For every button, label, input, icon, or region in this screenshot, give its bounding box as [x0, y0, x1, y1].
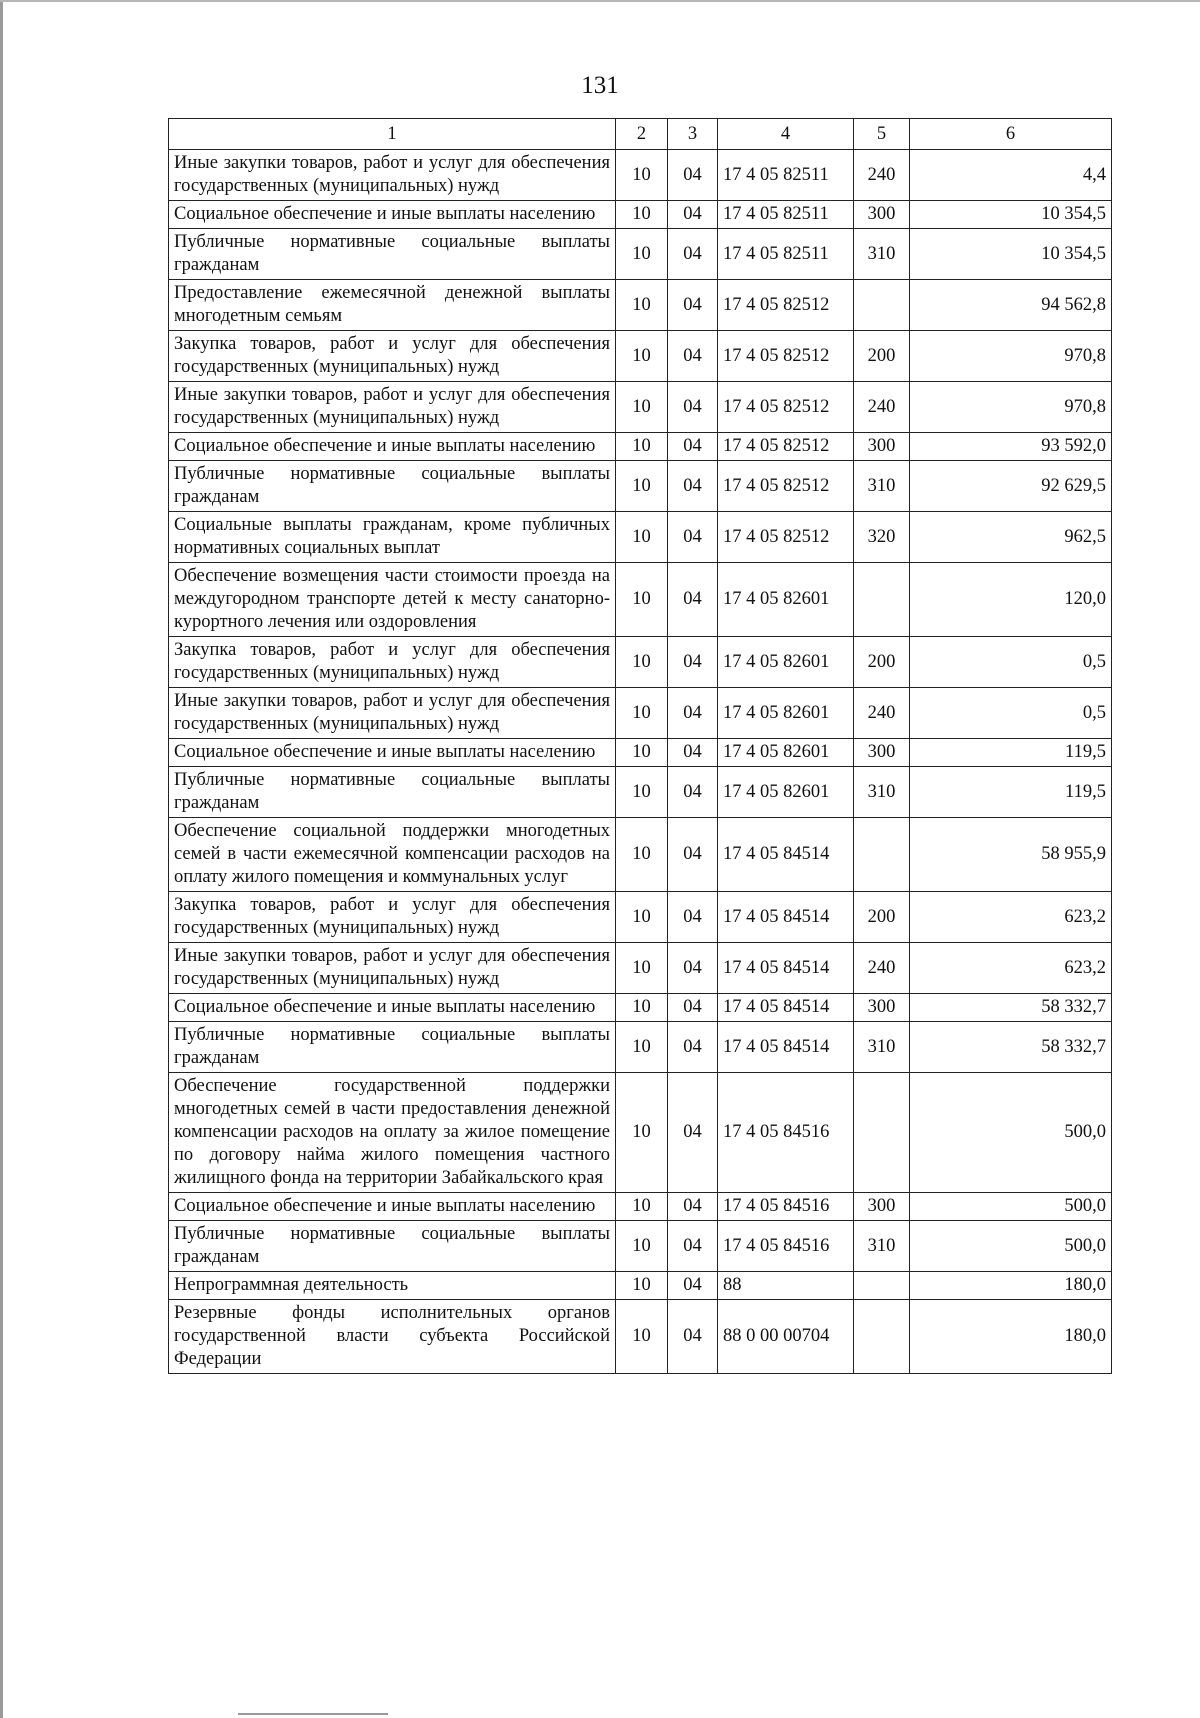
cell-subsection: 04 — [668, 512, 718, 563]
cell-name: Социальное обеспечение и иные выплаты населению — [169, 994, 616, 1022]
cell-section: 10 — [616, 563, 668, 637]
cell-amount: 500,0 — [910, 1193, 1112, 1221]
cell-amount: 623,2 — [910, 892, 1112, 943]
cell-target-code: 17 4 05 82511 — [718, 150, 854, 201]
cell-subsection: 04 — [668, 150, 718, 201]
cell-expense-type: 240 — [854, 382, 910, 433]
cell-subsection: 04 — [668, 1073, 718, 1193]
cell-expense-type: 310 — [854, 767, 910, 818]
cell-name: Публичные нормативные социальные выплаты гражданам — [169, 767, 616, 818]
cell-name: Публичные нормативные социальные выплаты гражданам — [169, 1022, 616, 1073]
cell-target-code: 17 4 05 84514 — [718, 943, 854, 994]
cell-expense-type — [854, 280, 910, 331]
cell-expense-type — [854, 818, 910, 892]
table-row — [169, 280, 1112, 331]
page-border-top — [0, 0, 1200, 2]
cell-subsection: 04 — [668, 739, 718, 767]
cell-expense-type: 200 — [854, 637, 910, 688]
page-border-left — [0, 0, 3, 1718]
table-row — [169, 512, 1112, 563]
cell-subsection: 04 — [668, 229, 718, 280]
cell-amount: 970,8 — [910, 382, 1112, 433]
cell-expense-type: 200 — [854, 331, 910, 382]
cell-section: 10 — [616, 739, 668, 767]
table-row — [169, 637, 1112, 688]
cell-subsection: 04 — [668, 637, 718, 688]
table-row — [169, 563, 1112, 637]
cell-section: 10 — [616, 512, 668, 563]
cell-amount: 93 592,0 — [910, 433, 1112, 461]
cell-amount: 180,0 — [910, 1272, 1112, 1300]
table-row — [169, 688, 1112, 739]
cell-name: Обеспечение возмещения части стоимости проезда на междугородном транспорте детей к месту санаторно-курортного лечения или оздоровления — [169, 563, 616, 637]
table-row — [169, 1300, 1112, 1374]
cell-target-code: 17 4 05 82512 — [718, 280, 854, 331]
scan-mark — [238, 1713, 388, 1715]
column-header-expense-type: 5 — [854, 119, 910, 150]
cell-section: 10 — [616, 767, 668, 818]
cell-subsection: 04 — [668, 943, 718, 994]
cell-amount: 58 332,7 — [910, 1022, 1112, 1073]
cell-amount: 120,0 — [910, 563, 1112, 637]
cell-name: Обеспечение социальной поддержки многодетных семей в части ежемесячной компенсации расходов на оплату жилого помещения и коммунальных услуг — [169, 818, 616, 892]
cell-target-code: 17 4 05 82601 — [718, 767, 854, 818]
cell-target-code: 88 — [718, 1272, 854, 1300]
cell-section: 10 — [616, 1272, 668, 1300]
table-row — [169, 382, 1112, 433]
cell-name: Закупка товаров, работ и услуг для обеспечения государственных (муниципальных) нужд — [169, 892, 616, 943]
cell-section: 10 — [616, 1300, 668, 1374]
cell-name: Закупка товаров, работ и услуг для обеспечения государственных (муниципальных) нужд — [169, 331, 616, 382]
cell-expense-type: 310 — [854, 1221, 910, 1272]
table-row — [169, 892, 1112, 943]
cell-name: Социальное обеспечение и иные выплаты населению — [169, 433, 616, 461]
cell-amount: 0,5 — [910, 637, 1112, 688]
cell-target-code: 17 4 05 84516 — [718, 1221, 854, 1272]
table-row — [169, 433, 1112, 461]
cell-subsection: 04 — [668, 1193, 718, 1221]
cell-section: 10 — [616, 943, 668, 994]
cell-amount: 10 354,5 — [910, 201, 1112, 229]
table-body — [169, 150, 1112, 1374]
column-header-amount: 6 — [910, 119, 1112, 150]
table-row — [169, 767, 1112, 818]
cell-subsection: 04 — [668, 994, 718, 1022]
cell-target-code: 17 4 05 82601 — [718, 739, 854, 767]
cell-subsection: 04 — [668, 563, 718, 637]
column-header-subsection: 3 — [668, 119, 718, 150]
cell-amount: 500,0 — [910, 1073, 1112, 1193]
cell-name: Публичные нормативные социальные выплаты гражданам — [169, 229, 616, 280]
cell-subsection: 04 — [668, 1272, 718, 1300]
cell-amount: 92 629,5 — [910, 461, 1112, 512]
cell-expense-type: 240 — [854, 150, 910, 201]
cell-target-code: 88 0 00 00704 — [718, 1300, 854, 1374]
cell-expense-type — [854, 563, 910, 637]
cell-expense-type: 310 — [854, 229, 910, 280]
cell-name: Социальное обеспечение и иные выплаты населению — [169, 739, 616, 767]
cell-subsection: 04 — [668, 461, 718, 512]
table-header-row — [169, 119, 1112, 150]
table-row — [169, 1221, 1112, 1272]
cell-target-code: 17 4 05 84514 — [718, 1022, 854, 1073]
budget-table — [168, 118, 1112, 1374]
table-row — [169, 1022, 1112, 1073]
table-row — [169, 150, 1112, 201]
cell-target-code: 17 4 05 82512 — [718, 382, 854, 433]
cell-subsection: 04 — [668, 201, 718, 229]
cell-amount: 970,8 — [910, 331, 1112, 382]
cell-expense-type — [854, 1272, 910, 1300]
cell-subsection: 04 — [668, 1300, 718, 1374]
cell-expense-type: 300 — [854, 201, 910, 229]
cell-expense-type: 310 — [854, 1022, 910, 1073]
cell-amount: 180,0 — [910, 1300, 1112, 1374]
cell-subsection: 04 — [668, 280, 718, 331]
cell-amount: 119,5 — [910, 739, 1112, 767]
cell-expense-type: 300 — [854, 739, 910, 767]
cell-section: 10 — [616, 994, 668, 1022]
cell-expense-type: 240 — [854, 943, 910, 994]
table-row — [169, 1073, 1112, 1193]
cell-name: Предоставление ежемесячной денежной выплаты многодетным семьям — [169, 280, 616, 331]
table-row — [169, 994, 1112, 1022]
cell-amount: 500,0 — [910, 1221, 1112, 1272]
cell-subsection: 04 — [668, 818, 718, 892]
cell-section: 10 — [616, 1073, 668, 1193]
column-header-section: 2 — [616, 119, 668, 150]
cell-name: Иные закупки товаров, работ и услуг для обеспечения государственных (муниципальных) нужд — [169, 688, 616, 739]
cell-amount: 10 354,5 — [910, 229, 1112, 280]
cell-amount: 94 562,8 — [910, 280, 1112, 331]
cell-expense-type: 200 — [854, 892, 910, 943]
cell-section: 10 — [616, 818, 668, 892]
cell-amount: 0,5 — [910, 688, 1112, 739]
table-row — [169, 739, 1112, 767]
cell-section: 10 — [616, 433, 668, 461]
cell-name: Иные закупки товаров, работ и услуг для обеспечения государственных (муниципальных) нужд — [169, 150, 616, 201]
page-number: 131 — [581, 72, 619, 99]
table-row — [169, 1272, 1112, 1300]
cell-section: 10 — [616, 892, 668, 943]
cell-expense-type: 240 — [854, 688, 910, 739]
table-row — [169, 461, 1112, 512]
cell-target-code: 17 4 05 84516 — [718, 1073, 854, 1193]
cell-amount: 119,5 — [910, 767, 1112, 818]
cell-subsection: 04 — [668, 382, 718, 433]
cell-expense-type — [854, 1073, 910, 1193]
cell-amount: 962,5 — [910, 512, 1112, 563]
cell-target-code: 17 4 05 82512 — [718, 461, 854, 512]
cell-section: 10 — [616, 382, 668, 433]
cell-amount: 58 332,7 — [910, 994, 1112, 1022]
table-row — [169, 229, 1112, 280]
cell-section: 10 — [616, 637, 668, 688]
cell-subsection: 04 — [668, 688, 718, 739]
cell-target-code: 17 4 05 82512 — [718, 331, 854, 382]
cell-target-code: 17 4 05 84514 — [718, 818, 854, 892]
cell-target-code: 17 4 05 82512 — [718, 433, 854, 461]
cell-section: 10 — [616, 229, 668, 280]
cell-name: Обеспечение государственной поддержки многодетных семей в части предоставления денежной компенсации расходов на оплату за жилое помещение по договору найма жилого помещения частного жилищного фонда на территории Забайкальского края — [169, 1073, 616, 1193]
cell-section: 10 — [616, 150, 668, 201]
cell-target-code: 17 4 05 82511 — [718, 201, 854, 229]
cell-expense-type: 300 — [854, 1193, 910, 1221]
cell-target-code: 17 4 05 82512 — [718, 512, 854, 563]
cell-target-code: 17 4 05 82601 — [718, 688, 854, 739]
cell-target-code: 17 4 05 84516 — [718, 1193, 854, 1221]
cell-name: Резервные фонды исполнительных органов государственной власти субъекта Российской Федерации — [169, 1300, 616, 1374]
cell-target-code: 17 4 05 84514 — [718, 994, 854, 1022]
cell-section: 10 — [616, 688, 668, 739]
cell-section: 10 — [616, 1221, 668, 1272]
cell-section: 10 — [616, 1022, 668, 1073]
cell-name: Непрограммная деятельность — [169, 1272, 616, 1300]
cell-target-code: 17 4 05 82601 — [718, 637, 854, 688]
cell-name: Социальное обеспечение и иные выплаты населению — [169, 1193, 616, 1221]
column-header-name: 1 — [169, 119, 616, 150]
cell-name: Иные закупки товаров, работ и услуг для обеспечения государственных (муниципальных) нужд — [169, 943, 616, 994]
cell-subsection: 04 — [668, 767, 718, 818]
cell-subsection: 04 — [668, 331, 718, 382]
cell-section: 10 — [616, 201, 668, 229]
cell-amount: 623,2 — [910, 943, 1112, 994]
cell-amount: 4,4 — [910, 150, 1112, 201]
cell-target-code: 17 4 05 82601 — [718, 563, 854, 637]
cell-subsection: 04 — [668, 1022, 718, 1073]
table-row — [169, 331, 1112, 382]
cell-expense-type: 320 — [854, 512, 910, 563]
cell-subsection: 04 — [668, 1221, 718, 1272]
cell-name: Социальные выплаты гражданам, кроме публичных нормативных социальных выплат — [169, 512, 616, 563]
table-row — [169, 818, 1112, 892]
cell-section: 10 — [616, 280, 668, 331]
cell-expense-type — [854, 1300, 910, 1374]
table-row — [169, 943, 1112, 994]
cell-amount: 58 955,9 — [910, 818, 1112, 892]
cell-section: 10 — [616, 461, 668, 512]
cell-expense-type: 310 — [854, 461, 910, 512]
cell-subsection: 04 — [668, 892, 718, 943]
cell-name: Публичные нормативные социальные выплаты гражданам — [169, 1221, 616, 1272]
cell-target-code: 17 4 05 84514 — [718, 892, 854, 943]
cell-name: Иные закупки товаров, работ и услуг для обеспечения государственных (муниципальных) нужд — [169, 382, 616, 433]
cell-subsection: 04 — [668, 433, 718, 461]
cell-expense-type: 300 — [854, 433, 910, 461]
table-row — [169, 201, 1112, 229]
cell-name: Социальное обеспечение и иные выплаты населению — [169, 201, 616, 229]
table-row — [169, 1193, 1112, 1221]
cell-name: Публичные нормативные социальные выплаты гражданам — [169, 461, 616, 512]
cell-section: 10 — [616, 1193, 668, 1221]
cell-target-code: 17 4 05 82511 — [718, 229, 854, 280]
cell-name: Закупка товаров, работ и услуг для обеспечения государственных (муниципальных) нужд — [169, 637, 616, 688]
cell-expense-type: 300 — [854, 994, 910, 1022]
cell-section: 10 — [616, 331, 668, 382]
column-header-target-code: 4 — [718, 119, 854, 150]
